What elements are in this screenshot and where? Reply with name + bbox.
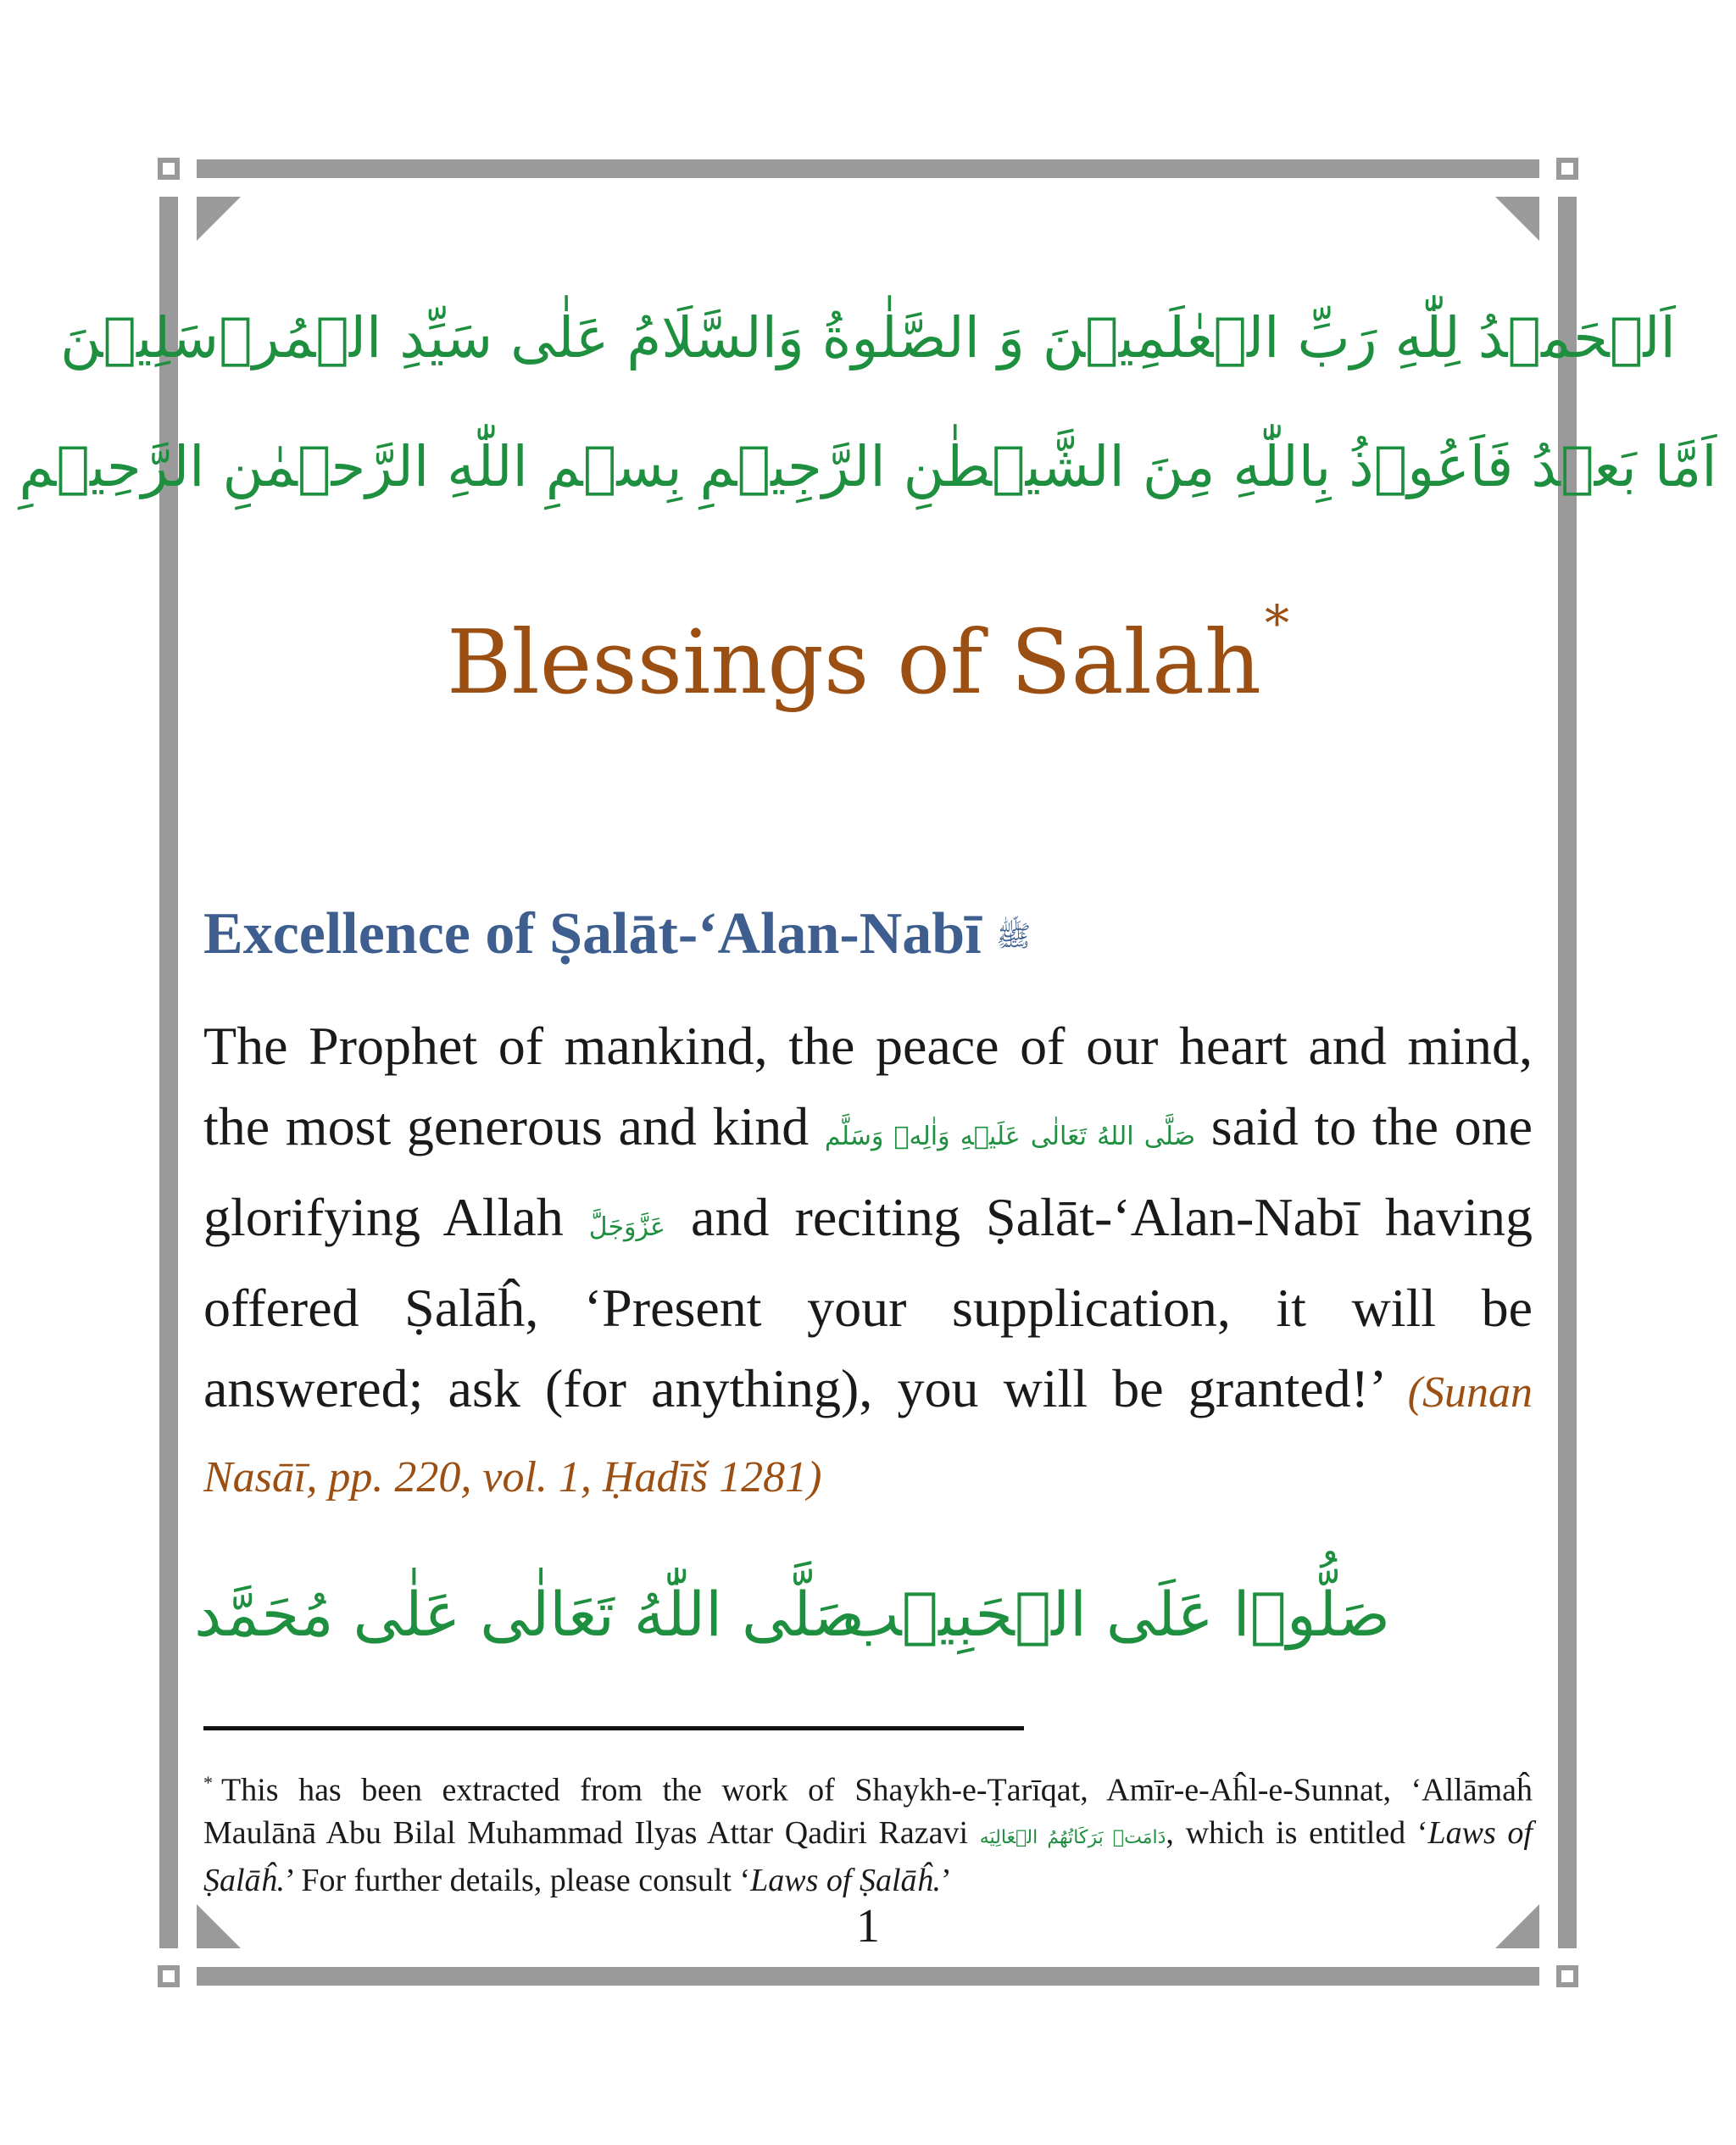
frame-corner-top-right — [1556, 158, 1578, 180]
footnote-part-3: ’ For further details, please consult ‘ — [285, 1862, 751, 1898]
footnote-divider — [203, 1726, 1024, 1730]
section-heading — [203, 900, 1543, 968]
footnote-book-title-2: Laws of Ṣalāĥ. — [750, 1862, 942, 1898]
body-paragraph — [203, 1006, 1533, 1518]
page-number: 1 — [856, 1900, 880, 1953]
arabic-opening-line-2: اَمَّا بَعۡدُ فَاَعُوۡذُ بِاللّٰهِ مِنَ الشَّيۡطٰنِ الرَّجِيۡمِ بِسۡمِ اللّٰهِ الرَّحۡمٰنِ الرَّحِيۡمِ — [19, 434, 1717, 499]
frame-corner-bottom-left — [158, 1965, 180, 1987]
page-title-text: Blessings of Salah — [447, 610, 1261, 714]
frame-bottom-bar — [197, 1967, 1539, 1986]
title-footnote-mark: * — [1264, 594, 1289, 652]
footnote-part-1: This has been extracted from the work of Shaykh-e-Ṭarīqat, Amīr-e-Aĥl-e-Sunnat, ‘Allāmaĥ Maulānā Abu Bilal Muhammad Ilyas Attar Qadiri Razavi — [203, 1772, 1533, 1851]
section-heading-text: Excellence of Ṣalāt-‘Alan-Nabī — [203, 901, 982, 967]
frame-triangle-top-right — [1495, 197, 1539, 241]
footnote — [203, 1762, 1533, 1902]
durood-sallu-alal-habib: صَلُّوۡا عَلَى الۡحَبِيۡب — [842, 1579, 1390, 1650]
footnote-book-title-1: Laws of Ṣalāĥ. — [203, 1814, 1533, 1898]
page-title — [0, 594, 1736, 714]
frame-corner-bottom-right — [1556, 1965, 1578, 1987]
frame-top-bar — [197, 159, 1539, 178]
durood-sallallahu-ala-muhammad: صَلَّى اللّٰهُ تَعَالٰى عَلٰى مُحَمَّد — [194, 1579, 865, 1650]
hadith-reference: (Sunan Nasāī, pp. 220, vol. 1, Ḥadīš 1281) — [203, 1368, 1533, 1502]
azza-wa-jal-arabic: عَزَّوَجَلَّ — [588, 1212, 665, 1242]
footnote-honorific-arabic: دَامَتۡ بَرَكَاتُهُمُ الۡعَالِيَه — [979, 1826, 1166, 1848]
salutation-arabic: صَلَّى اللهُ تَعَالٰى عَلَيۡهِ وَاٰلِهٖ وَسَلَّم — [824, 1122, 1196, 1151]
paragraph-part-3: and reciting Ṣalāt-‘Alan-Nabī having offered Ṣalāĥ, ‘Present your supplication, it will be answered; ask (for anything), you will be granted!’ — [203, 1187, 1533, 1418]
footnote-mark: * — [203, 1772, 213, 1793]
paragraph-part-2: said to the one glorifying Allah — [203, 1096, 1533, 1247]
frame-corner-top-left — [158, 158, 180, 180]
arabic-opening-line-1: اَلۡحَمۡدُ لِلّٰهِ رَبِّ الۡعٰلَمِيۡنَ وَ الصَّلٰوةُ وَالسَّلَامُ عَلٰى سَيِّدِ الۡمُرۡسَلِيۡنَ — [60, 305, 1676, 370]
footnote-part-2: , which is entitled ‘ — [1166, 1814, 1428, 1851]
footnote-part-4: ’ — [941, 1862, 952, 1898]
paragraph-part-1: The Prophet of mankind, the peace of our heart and mind, the most generous and kind — [203, 1016, 1533, 1156]
honorific-glyph: ﷺ — [996, 919, 1032, 954]
frame-triangle-top-left — [197, 197, 241, 241]
